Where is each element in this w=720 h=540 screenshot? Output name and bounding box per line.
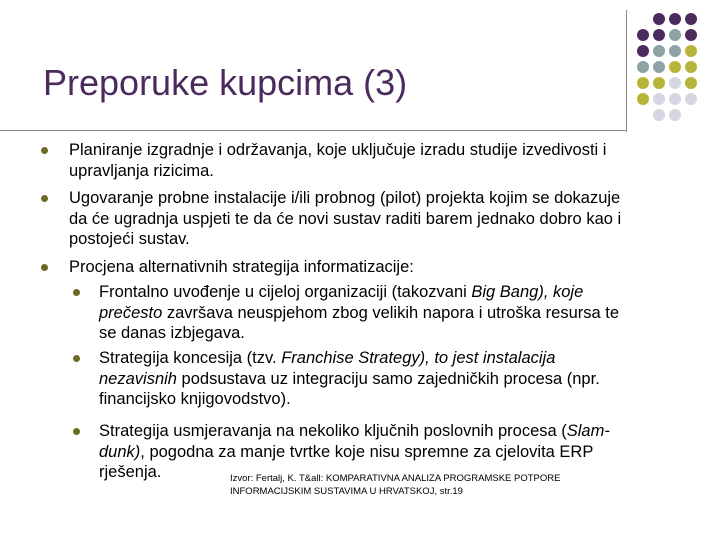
decorative-dot bbox=[685, 61, 697, 73]
text-plain: Strategija koncesija (tzv. bbox=[99, 349, 282, 367]
decorative-dot bbox=[685, 29, 697, 41]
source-line: Izvor: Fertalj, K. T&all: KOMPARATIVNA ANALIZA PROGRAMSKE POTPORE bbox=[230, 473, 561, 484]
decorative-dot bbox=[669, 77, 681, 89]
decorative-dot bbox=[669, 61, 681, 73]
bullet-text-line bbox=[99, 348, 669, 369]
decorative-dot bbox=[637, 77, 649, 89]
decorative-dot bbox=[685, 45, 697, 57]
bullet-text-line: se danas izbjegava. bbox=[99, 324, 245, 343]
source-citation bbox=[230, 472, 560, 498]
sub-bullet-marker bbox=[73, 428, 80, 435]
decorative-dot bbox=[653, 45, 665, 57]
text-italic: Slam- bbox=[566, 422, 610, 440]
sub-bullet-big-bang bbox=[99, 282, 669, 344]
bullet-text-line: Planiranje izgradnje i održavanja, koje uključuje izradu studije izvedivosti i bbox=[69, 141, 607, 159]
decorative-dot bbox=[637, 93, 649, 105]
text-plain: Frontalno uvođenje u cijeloj organizaciji (takozvani bbox=[99, 283, 472, 301]
decorative-dot bbox=[653, 29, 665, 41]
text-italic: Franchise Strategy), to jest instalacija bbox=[281, 349, 556, 367]
bullet-marker bbox=[41, 264, 48, 271]
decorative-dot bbox=[653, 61, 665, 73]
decorative-dot bbox=[669, 45, 681, 57]
slide-title: Preporuke kupcima (3) bbox=[43, 62, 408, 103]
source-line: INFORMACIJSKIM SUSTAVIMA U HRVATSKOJ, str.19 bbox=[230, 486, 463, 497]
text-plain: podsustava uz integraciju samo zajedničkih procesa (npr. bbox=[176, 369, 600, 388]
bullet-text-line: postojeći sustav. bbox=[69, 230, 190, 249]
decorative-dot bbox=[653, 109, 665, 121]
bullet-marker bbox=[41, 195, 48, 202]
bullet-marker bbox=[41, 147, 48, 154]
title-underline bbox=[0, 130, 627, 131]
bullet-text-line: upravljanja rizicima. bbox=[69, 161, 214, 180]
bullet-text-line: rješenja. bbox=[99, 463, 162, 482]
bullet-text-line bbox=[99, 369, 669, 390]
decorative-dot bbox=[653, 77, 665, 89]
text-italic: nezavisnih bbox=[99, 369, 177, 388]
decorative-dot bbox=[653, 13, 665, 25]
bullet-text-line: da će ugradnja uspjeti te da će novi sustav raditi barem jednako dobro kao i bbox=[69, 209, 622, 228]
bullet-item-strategies bbox=[69, 257, 684, 278]
decorative-dot bbox=[669, 29, 681, 41]
text-italic: dunk) bbox=[99, 442, 141, 461]
decorative-dot bbox=[685, 13, 697, 25]
bullet-text-line bbox=[99, 303, 669, 324]
vertical-divider bbox=[626, 10, 627, 132]
text-plain: , pogodna za manje tvrtke koje nisu spremne za cjelovita ERP bbox=[140, 442, 594, 461]
text-plain: Strategija usmjeravanja na nekoliko ključnih poslovnih procesa ( bbox=[99, 422, 567, 440]
bullet-text-line bbox=[99, 442, 669, 463]
decorative-dot bbox=[669, 109, 681, 121]
bullet-text-line: Procjena alternativnih strategija informatizacije: bbox=[69, 258, 414, 276]
decorative-dot bbox=[685, 77, 697, 89]
sub-bullet-marker bbox=[73, 289, 80, 296]
decorative-dot bbox=[637, 29, 649, 41]
bullet-text-line: financijsko knjigovodstvo). bbox=[99, 390, 291, 409]
decorative-dot bbox=[669, 13, 681, 25]
text-italic: prečesto bbox=[99, 303, 163, 322]
bullet-text-line: Ugovaranje probne instalacije i/ili probnog (pilot) projekta kojim se dokazuje bbox=[69, 189, 621, 207]
bullet-item-pilot bbox=[69, 188, 684, 250]
text-italic: Big Bang), koje bbox=[471, 283, 584, 301]
sub-bullet-franchise bbox=[99, 348, 669, 410]
decorative-dot bbox=[685, 93, 697, 105]
decorative-dot bbox=[637, 45, 649, 57]
text-plain: završava neuspjehom zbog velikih napora i utroška resursa te bbox=[162, 303, 620, 322]
decorative-dot bbox=[653, 93, 665, 105]
decorative-dot bbox=[669, 93, 681, 105]
bullet-text-line bbox=[99, 421, 669, 442]
bullet-text-line bbox=[99, 282, 669, 303]
bullet-item-planning bbox=[69, 140, 684, 181]
decorative-dot bbox=[637, 61, 649, 73]
sub-bullet-marker bbox=[73, 355, 80, 362]
